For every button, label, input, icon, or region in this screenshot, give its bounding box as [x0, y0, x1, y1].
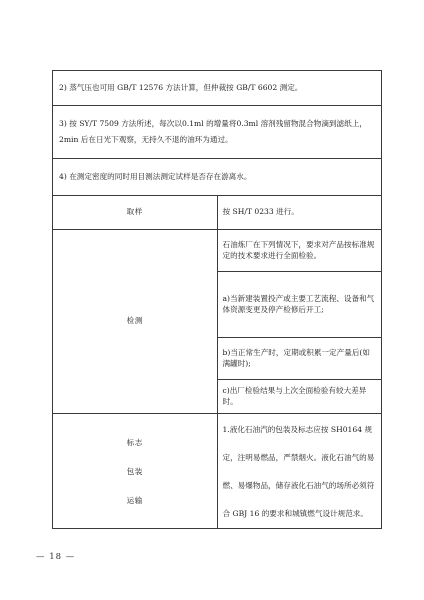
note-row-2	[53, 71, 382, 106]
packaging-label	[53, 414, 218, 529]
packaging-label-1: 标志	[126, 437, 143, 447]
note-row-3	[53, 106, 382, 159]
packaging-label-2: 包装	[126, 466, 143, 476]
page-number: — 18 —	[36, 552, 76, 562]
note-row-4	[53, 159, 382, 196]
inspection-intro: 石油炼厂在下列情况下，要求对产品按标准规定的技术要求进行全面检验。	[217, 230, 382, 272]
packaging-row	[53, 414, 382, 529]
sampling-label: 取样	[53, 196, 218, 230]
sampling-row	[53, 196, 382, 230]
inspection-intro-row	[53, 230, 382, 272]
packaging-text: 1.液化石油汽的包装及标志应按 SH0164 规定，注明易燃品，严禁烟火。液化石油气的易燃、易爆物品，储存液化石油气的场所必须符合 GBJ 16 的要求和城镇燃气设计规范求。	[217, 414, 382, 529]
sampling-text: 按 SH/T 0233 进行。	[217, 196, 382, 230]
inspection-item-c: c)出厂检验结果与上次全面检验有较大差异时。	[217, 380, 382, 414]
note-4-text: 4) 在测定密度的同时用目测法测定试样是否存在游离水。	[53, 159, 382, 196]
note-2-text: 2) 蒸气压也可用 GB/T 12576 方法计算，但仲裁按 GB/T 6602 测定。	[53, 71, 382, 106]
inspection-label: 检测	[53, 230, 218, 414]
packaging-label-3: 运输	[126, 495, 143, 505]
inspection-item-a: a)当新建装置投产或主要工艺流程、设备和气体资源变更及停产检修后开工;	[217, 272, 382, 338]
standard-table	[52, 70, 382, 529]
inspection-item-b: b)当正常生产时，定期或积累一定产量后(如满罐时);	[217, 338, 382, 380]
note-3-text: 3) 按 SY/T 7509 方法所述，每次以0.1ml 的增量将0.3ml 溶剂残留物混合物滴到滤纸上，2min 后在日光下观察，无持久不退的油环为通过。	[53, 106, 382, 159]
